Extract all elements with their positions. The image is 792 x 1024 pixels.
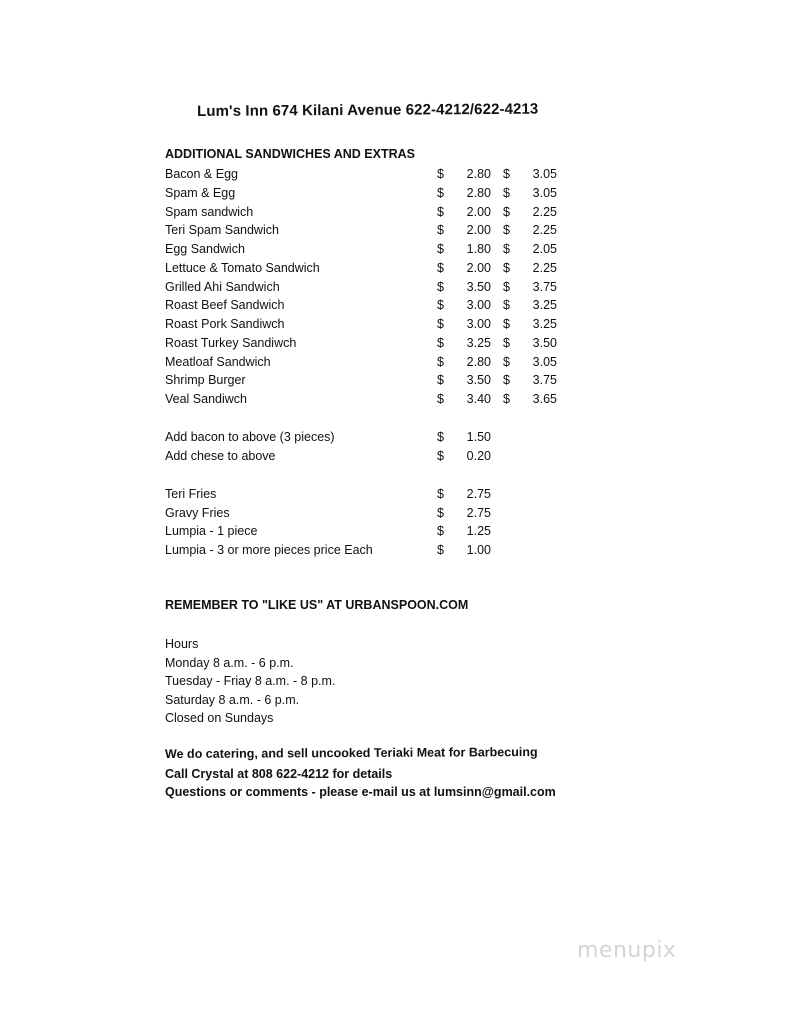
menu-item-row	[0, 430, 792, 448]
menu-item-row	[0, 167, 792, 185]
menu-item-price: 1.80	[466, 242, 491, 256]
menu-item-price: 2.80	[466, 167, 491, 181]
menu-item-row	[0, 524, 792, 542]
menu-item-price: 2.75	[466, 487, 491, 501]
hours-label: Hours	[165, 637, 199, 651]
menu-item-name: Roast Beef Sandwich	[165, 298, 285, 312]
menu-item-price-large: 2.25	[532, 261, 557, 275]
menu-item-price: 1.50	[466, 430, 491, 444]
menu-item-price-large: 3.05	[532, 355, 557, 369]
currency-symbol: $	[437, 449, 444, 463]
menu-item-name: Bacon & Egg	[165, 167, 238, 181]
currency-symbol: $	[437, 205, 444, 219]
menu-item-name: Lumpia - 1 piece	[165, 524, 258, 538]
menu-item-name: Lumpia - 3 or more pieces price Each	[165, 543, 373, 557]
menu-item-name: Grilled Ahi Sandwich	[165, 280, 280, 294]
menu-item-name: Shrimp Burger	[165, 373, 246, 387]
section-heading: ADDITIONAL SANDWICHES AND EXTRAS	[165, 147, 416, 161]
hours-line: Tuesday - Friay 8 a.m. - 8 p.m.	[165, 674, 336, 688]
menu-item-price-large: 2.25	[532, 205, 557, 219]
menu-item-price-large: 3.75	[532, 280, 557, 294]
menu-item-price: 1.25	[466, 524, 491, 538]
currency-symbol: $	[503, 355, 510, 369]
catering-text: We do catering, and sell uncooked Teriaki Meat for Barbecuing	[165, 745, 538, 761]
menu-item-name: Teri Fries	[165, 487, 217, 501]
menu-item-name: Veal Sandiwch	[165, 392, 248, 406]
currency-symbol: $	[437, 430, 444, 444]
menu-item-name: Add bacon to above (3 pieces)	[165, 430, 335, 444]
menu-item-row	[0, 242, 792, 260]
currency-symbol: $	[437, 524, 444, 538]
currency-symbol: $	[437, 186, 444, 200]
reminder-text: REMEMBER TO "LIKE US" AT URBANSPOON.COM	[165, 598, 469, 612]
menu-item-price: 2.00	[466, 261, 491, 275]
menu-item-row	[0, 261, 792, 279]
menu-item-row	[0, 543, 792, 561]
menu-item-price: 2.00	[466, 205, 491, 219]
currency-symbol: $	[503, 261, 510, 275]
currency-symbol: $	[503, 317, 510, 331]
menu-item-name: Roast Pork Sandiwch	[165, 317, 285, 331]
menu-item-name: Meatloaf Sandwich	[165, 355, 271, 369]
menu-item-price: 3.00	[466, 298, 491, 312]
menu-item-price: 3.40	[466, 392, 491, 406]
menu-item-name: Lettuce & Tomato Sandwich	[165, 261, 320, 275]
menu-item-price: 3.50	[466, 280, 491, 294]
menu-item-price: 2.80	[466, 355, 491, 369]
menu-item-price: 2.75	[466, 506, 491, 520]
currency-symbol: $	[437, 373, 444, 387]
page-title: Lum's Inn 674 Kilani Avenue 622-4212/622-4213	[197, 100, 539, 120]
menu-item-row	[0, 298, 792, 316]
currency-symbol: $	[437, 336, 444, 350]
currency-symbol: $	[437, 242, 444, 256]
currency-symbol: $	[503, 280, 510, 294]
currency-symbol: $	[437, 506, 444, 520]
menu-item-row	[0, 317, 792, 335]
menu-item-name: Roast Turkey Sandiwch	[165, 336, 297, 350]
menu-item-row	[0, 355, 792, 373]
currency-symbol: $	[437, 298, 444, 312]
menu-item-price-large: 2.25	[532, 223, 557, 237]
menu-item-name: Egg Sandwich	[165, 242, 245, 256]
currency-symbol: $	[503, 205, 510, 219]
menu-item-name: Spam & Egg	[165, 186, 236, 200]
currency-symbol: $	[503, 223, 510, 237]
menu-item-row	[0, 280, 792, 298]
menu-item-name: Add chese to above	[165, 449, 276, 463]
currency-symbol: $	[437, 223, 444, 237]
hours-line: Saturday 8 a.m. - 6 p.m.	[165, 693, 300, 707]
watermark-logo: menupix	[577, 938, 677, 963]
menu-item-price-large: 2.05	[532, 242, 557, 256]
menu-item-row	[0, 186, 792, 204]
menu-item-price-large: 3.75	[532, 373, 557, 387]
menu-item-row	[0, 392, 792, 410]
currency-symbol: $	[503, 336, 510, 350]
menu-item-price-large: 3.05	[532, 186, 557, 200]
contact-text: Call Crystal at 808 622-4212 for details	[165, 767, 393, 781]
menu-item-name: Gravy Fries	[165, 506, 230, 520]
menu-item-row	[0, 336, 792, 354]
currency-symbol: $	[437, 392, 444, 406]
menu-item-price: 3.50	[466, 373, 491, 387]
menu-item-price-large: 3.25	[532, 298, 557, 312]
menu-item-price: 0.20	[466, 449, 491, 463]
menu-item-price: 2.00	[466, 223, 491, 237]
currency-symbol: $	[503, 167, 510, 181]
currency-symbol: $	[503, 186, 510, 200]
menu-item-price-large: 3.05	[532, 167, 557, 181]
menu-item-row	[0, 449, 792, 467]
currency-symbol: $	[437, 355, 444, 369]
menu-item-price: 2.80	[466, 186, 491, 200]
menu-item-row	[0, 223, 792, 241]
menu-item-price: 3.00	[466, 317, 491, 331]
currency-symbol: $	[437, 543, 444, 557]
currency-symbol: $	[503, 298, 510, 312]
menu-item-row	[0, 506, 792, 524]
menu-item-price-large: 3.65	[532, 392, 557, 406]
currency-symbol: $	[437, 261, 444, 275]
menu-item-price: 3.25	[466, 336, 491, 350]
menu-item-name: Spam sandwich	[165, 205, 254, 219]
menu-item-row	[0, 487, 792, 505]
email-text: Questions or comments - please e-mail us at lumsinn@gmail.com	[165, 785, 556, 799]
menu-item-row	[0, 205, 792, 223]
currency-symbol: $	[437, 167, 444, 181]
currency-symbol: $	[503, 242, 510, 256]
menu-item-name: Teri Spam Sandwich	[165, 223, 279, 237]
menu-item-price: 1.00	[466, 543, 491, 557]
currency-symbol: $	[437, 317, 444, 331]
hours-line: Closed on Sundays	[165, 711, 274, 725]
currency-symbol: $	[503, 392, 510, 406]
currency-symbol: $	[503, 373, 510, 387]
currency-symbol: $	[437, 487, 444, 501]
menu-item-row	[0, 373, 792, 391]
menu-item-price-large: 3.50	[532, 336, 557, 350]
hours-line: Monday 8 a.m. - 6 p.m.	[165, 656, 294, 670]
menu-item-price-large: 3.25	[532, 317, 557, 331]
currency-symbol: $	[437, 280, 444, 294]
